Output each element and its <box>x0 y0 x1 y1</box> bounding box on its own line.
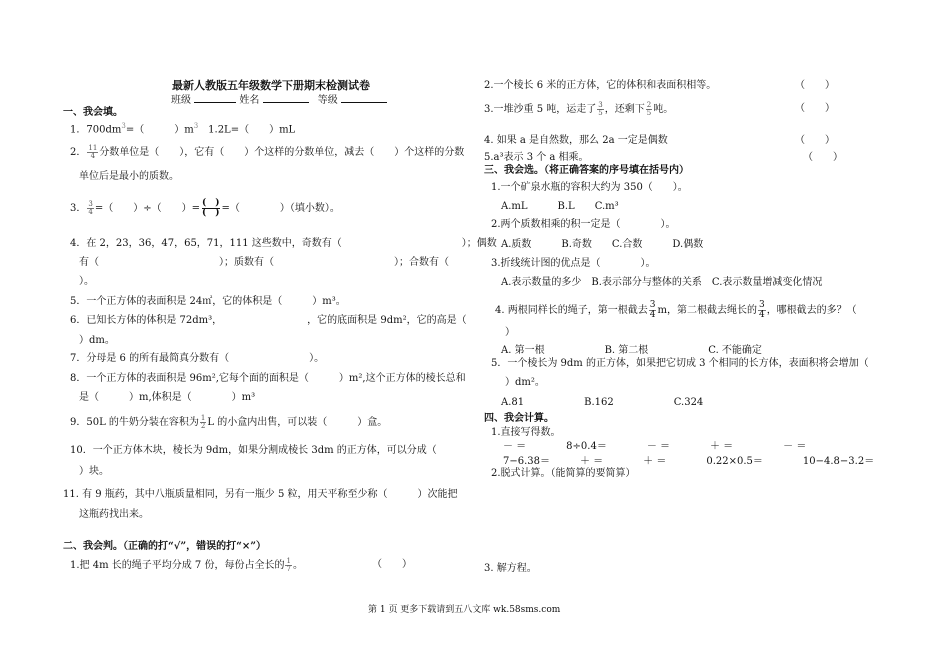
fraction-den: 5 <box>598 109 603 117</box>
q-sup: 3 <box>193 122 199 130</box>
choice-5: 5．一个棱长为 9dm 的正方体，如果把它切成 3 个相同的长方体，表面积将会增加（ <box>491 358 869 369</box>
q-text: 3.一堆沙重 5 吨，运走了 <box>484 104 597 115</box>
choice-1: 1.一个矿泉水瓶的容积大约为 350（ ）。 <box>491 182 688 193</box>
q-text: 9．50L 的牛奶分装在容积为 <box>70 417 199 428</box>
q-text: m，第二根截去绳长的 <box>657 305 757 316</box>
choice-5-options[interactable]: A.81 B.162 C.324 <box>501 397 704 408</box>
fraction-num: 11 <box>88 144 98 152</box>
question-1-10-cont: ）块。 <box>79 466 109 477</box>
calc-row-1: － ＝ 8÷0.4＝ － ＝ ＋ ＝ － ＝ <box>503 441 807 452</box>
fraction <box>200 415 206 430</box>
question-1-2 <box>70 145 464 160</box>
name-label: 姓名 <box>239 95 260 106</box>
blank-fraction[interactable] <box>202 199 220 218</box>
section-2-heading: 二、我会判。（正确的打“√”，错误的打“×”） <box>63 541 266 552</box>
q-text: 分数单位是（ ），它有（ ）个这样的分数单位，减去（ ）个这样的分数 <box>99 147 465 158</box>
question-1-10: 10．一个正方体木块，棱长为 9dm，如果分割成棱长 3dm 的正方体，可以分成（ <box>70 445 437 456</box>
fraction-num: 1 <box>286 557 291 565</box>
grade-blank[interactable] <box>341 93 387 103</box>
q-text: ，哪根截去的多？（ <box>766 305 857 316</box>
fraction <box>87 145 98 160</box>
fraction-den: 7 <box>286 565 291 573</box>
question-1-9 <box>70 415 387 430</box>
q-text: 。 <box>292 560 303 571</box>
judge-3-answer[interactable]: （ ） <box>795 103 835 114</box>
fraction-num: 3 <box>758 300 765 310</box>
fraction-den: 4 <box>758 310 765 320</box>
calc-sub-1: 1.直接写得数。 <box>491 427 561 438</box>
question-1-6: 6．已知长方体的体积是 72dm³， ，它的底面积是 9dm²，它的高是（ <box>70 315 467 326</box>
fraction-den: 5 <box>646 109 652 117</box>
class-blank[interactable] <box>194 93 236 103</box>
q-text: =（ ）m <box>125 124 194 136</box>
fraction <box>87 201 93 216</box>
judge-1 <box>70 558 303 573</box>
judge-4-answer[interactable]: （ ） <box>795 135 835 146</box>
fraction <box>597 102 603 117</box>
choice-3: 3.折线统计图的优点是（ ）。 <box>491 258 656 269</box>
class-label: 班级 <box>171 95 191 106</box>
fraction-num: 2 <box>646 101 652 109</box>
question-1-1 <box>70 120 295 136</box>
question-1-6-cont: ）dm。 <box>79 335 115 346</box>
choice-4-cont: ） <box>505 327 515 338</box>
q-text: 1．700dm <box>70 124 122 136</box>
question-1-2-cont: 单位后是最小的质数。 <box>79 171 179 182</box>
question-1-5: 5．一个正方体的表面积是 24㎡，它的体积是（ ）m³。 <box>70 296 346 307</box>
fraction-den: ( ) <box>201 208 220 218</box>
question-1-11-cont: 这瓶药找出来。 <box>79 509 149 520</box>
choice-4-options[interactable]: A. 第一根 B. 第二根 C. 不能确定 <box>501 345 762 356</box>
choice-4 <box>495 301 857 320</box>
fraction-num: 3 <box>88 200 93 208</box>
q-text: 3． <box>70 203 87 214</box>
q-text: =（ ）（填小数）。 <box>221 203 340 214</box>
question-1-4-end: ）。 <box>79 276 94 287</box>
q-text: 2． <box>70 147 87 158</box>
page-footer: 第 1 页 更多下载请到五八文库 wk.58sms.com <box>368 605 561 615</box>
section-3-heading: 三、我会选。（将正确答案的序号填在括号内） <box>484 165 689 176</box>
fraction <box>646 102 652 117</box>
fraction <box>285 558 291 573</box>
judge-1-answer[interactable]: （ ） <box>372 559 412 570</box>
q-sup: 3 <box>121 122 126 130</box>
q-text: 吨。 <box>653 104 674 115</box>
choice-2: 2.两个质数相乘的积一定是（ ）。 <box>491 219 676 230</box>
choice-5-cont: ）dm²。 <box>505 377 545 388</box>
section-4-heading: 四、我会计算。 <box>484 413 554 424</box>
judge-5-answer[interactable]: （ ） <box>803 152 843 163</box>
judge-2: 2.一个棱长 6 米的正方体，它的体积和表面积相等。 <box>484 80 717 91</box>
name-blank[interactable] <box>263 93 309 103</box>
fraction-num: 1 <box>200 414 206 422</box>
section-1-heading: 一、我会填。 <box>63 107 123 118</box>
q-text: ，还剩下 <box>604 104 645 115</box>
judge-4: 4. 如果 a 是自然数，那么 2a 一定是偶数 <box>484 135 668 146</box>
calc-sub-3: 3. 解方程。 <box>484 563 537 574</box>
fraction-num: 3 <box>598 101 603 109</box>
fraction-den: 4 <box>88 208 93 216</box>
choice-2-options[interactable]: A.质数 B.奇数 C.合数 D.偶数 <box>501 239 704 250</box>
fraction-den: 2 <box>200 422 206 430</box>
q-text: =（ ）÷（ ）= <box>94 203 200 214</box>
q-text: L 的小盒内出售，可以装（ ）盒。 <box>207 417 388 428</box>
calc-row-2: 7−6.38＝ ＋ ＝ ＋ ＝ 0.22×0.5＝ 10−4.8−3.2＝ <box>503 456 875 467</box>
fraction-den: 4 <box>649 310 656 320</box>
judge-2-answer[interactable]: （ ） <box>795 80 835 91</box>
q-text: 1.把 4m 长的绳子平均分成 7 份，每份占全长的 <box>70 560 285 571</box>
q-text: 1.2L=（ ）mL <box>198 124 296 136</box>
fraction-num: ( ) <box>201 198 220 208</box>
question-1-7: 7．分母是 6 的所有最简真分数有（ ）。 <box>70 353 325 364</box>
choice-3-options[interactable]: A.表示数量的多少 B.表示部分与整体的关系 C.表示数量增减变化情况 <box>501 277 823 288</box>
fraction <box>758 301 766 320</box>
question-1-8: 8．一个正方体的表面积是 96m²,它每个面的面积是（ ）m²,这个正方体的棱长总和 <box>70 373 466 384</box>
page-title: 最新人教版五年级数学下册期末检测试卷 <box>172 79 370 92</box>
question-1-11: 11. 有 9 瓶药，其中八瓶质量相同，另有一瓶少 5 粒，用天平称至少称（ ）次能把 <box>63 489 458 500</box>
grade-label: 等级 <box>317 95 338 106</box>
fraction-den: 4 <box>90 152 96 160</box>
judge-5: 5.a³表示 3 个 a 相乘。 <box>484 152 589 163</box>
question-1-8-cont: 是（ ）m,体积是（ ）m³ <box>79 392 256 403</box>
question-1-4-cont: 有（ ）；质数有（ ）；合数有（ <box>79 257 489 268</box>
q-text: 4. 两根同样长的绳子，第一根截去 <box>495 305 648 316</box>
fraction-num: 3 <box>649 300 656 310</box>
student-info-line <box>171 93 387 107</box>
judge-3 <box>484 102 673 117</box>
question-1-3 <box>70 199 340 218</box>
fraction <box>649 301 657 320</box>
question-1-4: 4．在 2，23，36，47，65，71，111 这些数中，奇数有（ ）；偶数 <box>70 238 497 249</box>
calc-sub-2: 2.脱式计算。（能简算的要简算） <box>491 468 636 479</box>
choice-1-options[interactable]: A.mL B.L C.m³ <box>501 201 619 212</box>
